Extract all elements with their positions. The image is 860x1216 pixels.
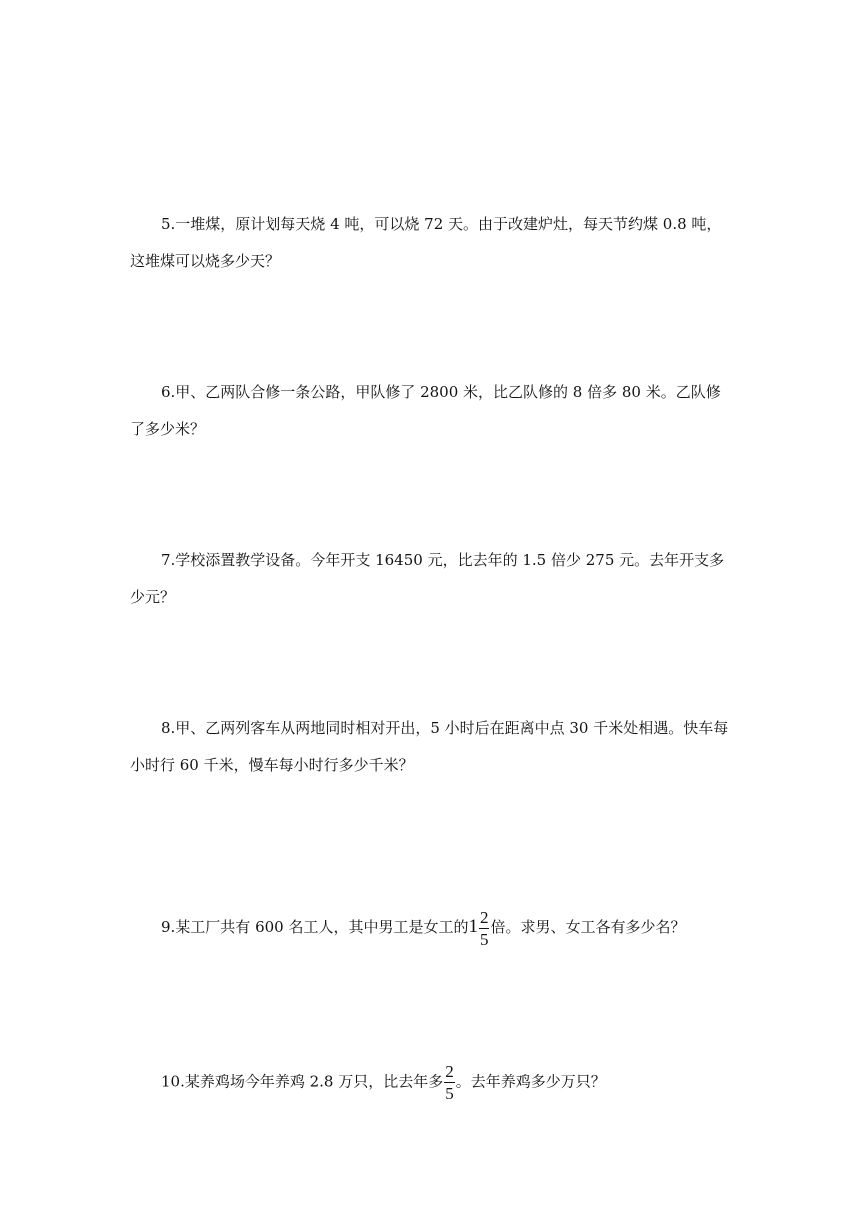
fraction [479,909,490,948]
question-10-text-after: 。去年养鸡多少万只？ [455,1072,606,1091]
question-8: 8.甲、乙两列客车从两地同时相对开出，5 小时后在距离中点 30 千米处相遇。快车每小时行 60 千米，慢车每小时行多少千米？ [130,719,729,774]
question-9-text-after: 倍。求男、女工各有多少名？ [490,918,686,936]
fraction-numerator: 2 [445,1062,454,1081]
fraction-denominator: 5 [445,1084,454,1103]
fraction [444,1063,455,1102]
question-9 [130,908,732,948]
fraction-numerator: 2 [479,907,489,927]
question-7: 7.学校添置教学设备。今年开支 16450 元，比去年的 1.5 倍少 275 元。去年开支多少元？ [130,551,725,606]
question-9-text-before: 9.某工厂共有 600 名工人，其中男工是女工的 [161,918,469,936]
question-10 [130,1063,732,1102]
question-10-text-before: 10.某养鸡场今年养鸡 2.8 万只，比去年多 [161,1072,444,1091]
fraction-denominator: 5 [479,929,489,949]
mixed-number-whole: 1 [468,916,478,937]
question-6: 6.甲、乙两队合修一条公路，甲队修了 2800 米，比乙队修的 8 倍多 80 米。乙队修了多少米？ [130,383,721,438]
question-5: 5.一堆煤，原计划每天烧 4 吨，可以烧 72 天。由于改建炉灶，每天节约煤 0.8 吨，这堆煤可以烧多少天？ [130,215,722,270]
